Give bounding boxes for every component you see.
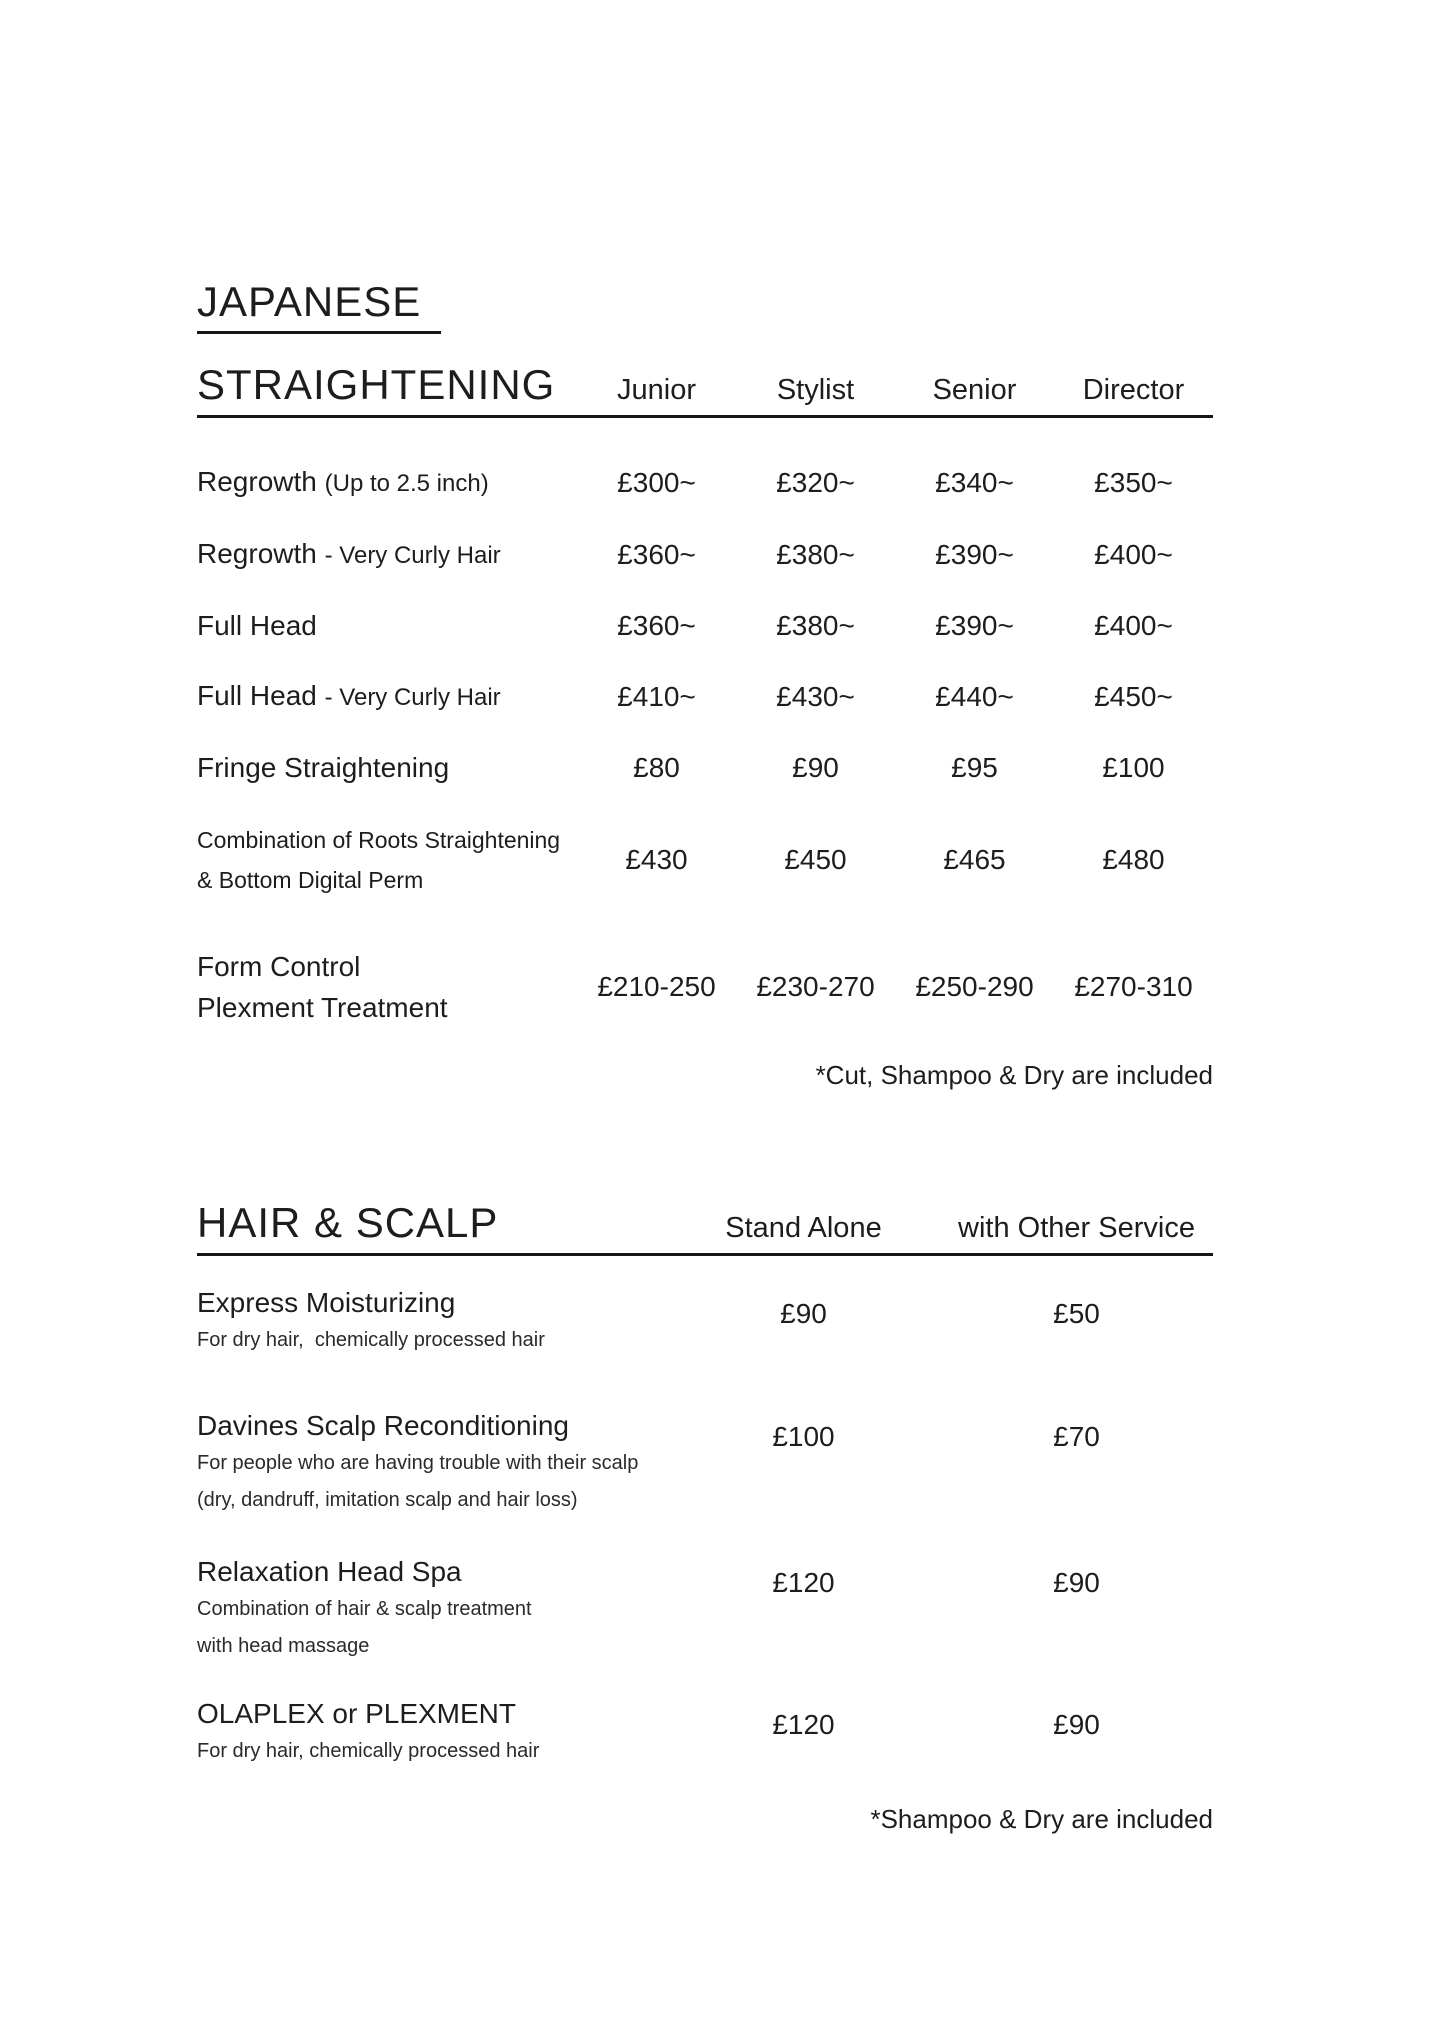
service-name: Express Moisturizing	[197, 1287, 456, 1318]
service-description: Combination of hair & scalp treatment	[197, 1598, 532, 1620]
service-description: For dry hair, chemically processed hair	[197, 1329, 545, 1351]
table-row-combination-roots-perm	[197, 820, 1213, 900]
price-stylist: £450	[784, 844, 847, 875]
service-cell	[197, 1409, 667, 1519]
price-with-other-service: £90	[1053, 1567, 1100, 1598]
price-director: £400~	[1094, 610, 1173, 641]
service-cell	[197, 1697, 667, 1770]
price-stand-alone: £90	[780, 1298, 827, 1329]
price-senior: £390~	[935, 610, 1014, 641]
table-row-relaxation-head-spa	[197, 1555, 1213, 1665]
service-description: For people who are having trouble with their scalp	[197, 1452, 639, 1474]
table-row-express-moisturizing	[197, 1286, 1213, 1359]
price-senior: £465	[943, 844, 1006, 875]
price-list-page	[197, 278, 1213, 1834]
service-cell	[197, 1555, 667, 1665]
price-stand-alone: £120	[772, 1567, 835, 1598]
column-header-stand-alone: Stand Alone	[725, 1212, 882, 1244]
price-junior: £410~	[617, 681, 696, 712]
price-junior: £210-250	[597, 971, 716, 1002]
table-row-full-head-very-curly	[197, 680, 1213, 714]
price-senior: £390~	[935, 539, 1014, 570]
price-stand-alone: £120	[772, 1709, 835, 1740]
price-director: £350~	[1094, 467, 1173, 498]
table-row-olaplex-plexment	[197, 1697, 1213, 1770]
service-name-main: Regrowth	[197, 538, 317, 569]
service-name-note: (Up to 2.5 inch)	[324, 470, 489, 497]
table-row-regrowth-very-curly	[197, 538, 1213, 572]
hair-scalp-section	[197, 1199, 1213, 1834]
price-senior: £250-290	[915, 971, 1034, 1002]
service-name	[197, 820, 577, 900]
section-title-japanese: JAPANESE	[197, 281, 441, 334]
price-junior: £80	[633, 752, 680, 783]
price-stylist: £380~	[776, 610, 855, 641]
section-title-hair-scalp: HAIR & SCALP	[197, 1199, 499, 1246]
price-junior: £430	[625, 844, 688, 875]
table-row-davines-scalp-reconditioning	[197, 1409, 1213, 1519]
price-with-other-service: £50	[1053, 1298, 1100, 1329]
service-description: For dry hair, chemically processed hair	[197, 1740, 540, 1762]
service-name-line1: Combination of Roots Straightening	[197, 827, 561, 853]
price-stylist: £380~	[776, 539, 855, 570]
service-name	[197, 680, 577, 714]
column-header-with-other-service: with Other Service	[958, 1212, 1195, 1244]
japanese-straightening-section	[197, 278, 1213, 1090]
table-row-form-control-plexment	[197, 946, 1213, 1028]
price-junior: £360~	[617, 610, 696, 641]
price-stand-alone: £100	[772, 1421, 835, 1452]
table-row-full-head	[197, 610, 1213, 642]
column-header-stylist: Stylist	[776, 374, 855, 406]
service-name-line2: Plexment Treatment	[197, 992, 448, 1023]
price-senior: £340~	[935, 467, 1014, 498]
service-name-note: - Very Curly Hair	[324, 684, 501, 711]
service-name-main: Fringe Straightening	[197, 752, 450, 783]
price-director: £400~	[1094, 539, 1173, 570]
price-with-other-service: £90	[1053, 1709, 1100, 1740]
hair-scalp-table-header	[197, 1199, 1213, 1256]
service-name-note: - Very Curly Hair	[324, 542, 501, 569]
price-stylist: £320~	[776, 467, 855, 498]
price-stylist: £90	[792, 752, 839, 783]
price-stylist: £230-270	[756, 971, 875, 1002]
service-description: (dry, dandruff, imitation scalp and hair loss)	[197, 1489, 578, 1511]
service-cell	[197, 1286, 667, 1359]
service-name	[197, 946, 577, 1028]
price-junior: £360~	[617, 539, 696, 570]
service-name-main: Full Head	[197, 610, 317, 641]
service-name: OLAPLEX or PLEXMENT	[197, 1698, 517, 1729]
table-row-fringe-straightening	[197, 752, 1213, 784]
column-header-senior: Senior	[932, 374, 1017, 406]
table-row-regrowth	[197, 466, 1213, 500]
price-director: £270-310	[1074, 971, 1193, 1002]
price-with-other-service: £70	[1053, 1421, 1100, 1452]
column-header-director: Director	[1082, 374, 1185, 406]
service-name: Relaxation Head Spa	[197, 1556, 462, 1587]
price-senior: £95	[951, 752, 998, 783]
service-name	[197, 466, 577, 500]
price-senior: £440~	[935, 681, 1014, 712]
straightening-table-header	[197, 361, 1213, 418]
price-stylist: £430~	[776, 681, 855, 712]
section-title-straightening: STRAIGHTENING	[197, 361, 556, 408]
hair-scalp-footnote: *Shampoo & Dry are included	[870, 1804, 1213, 1834]
service-name: Davines Scalp Reconditioning	[197, 1410, 569, 1441]
service-description: with head massage	[197, 1635, 370, 1657]
service-name-line1: Form Control	[197, 951, 361, 982]
straightening-footnote: *Cut, Shampoo & Dry are included	[815, 1060, 1213, 1090]
price-director: £100	[1102, 752, 1165, 783]
price-director: £450~	[1094, 681, 1173, 712]
service-name	[197, 610, 577, 642]
service-name-main: Full Head	[197, 680, 317, 711]
column-header-junior: Junior	[617, 374, 696, 406]
service-name-line2: & Bottom Digital Perm	[197, 867, 424, 893]
price-director: £480	[1102, 844, 1165, 875]
service-name-main: Regrowth	[197, 466, 317, 497]
service-name	[197, 752, 577, 784]
service-name	[197, 538, 577, 572]
price-junior: £300~	[617, 467, 696, 498]
